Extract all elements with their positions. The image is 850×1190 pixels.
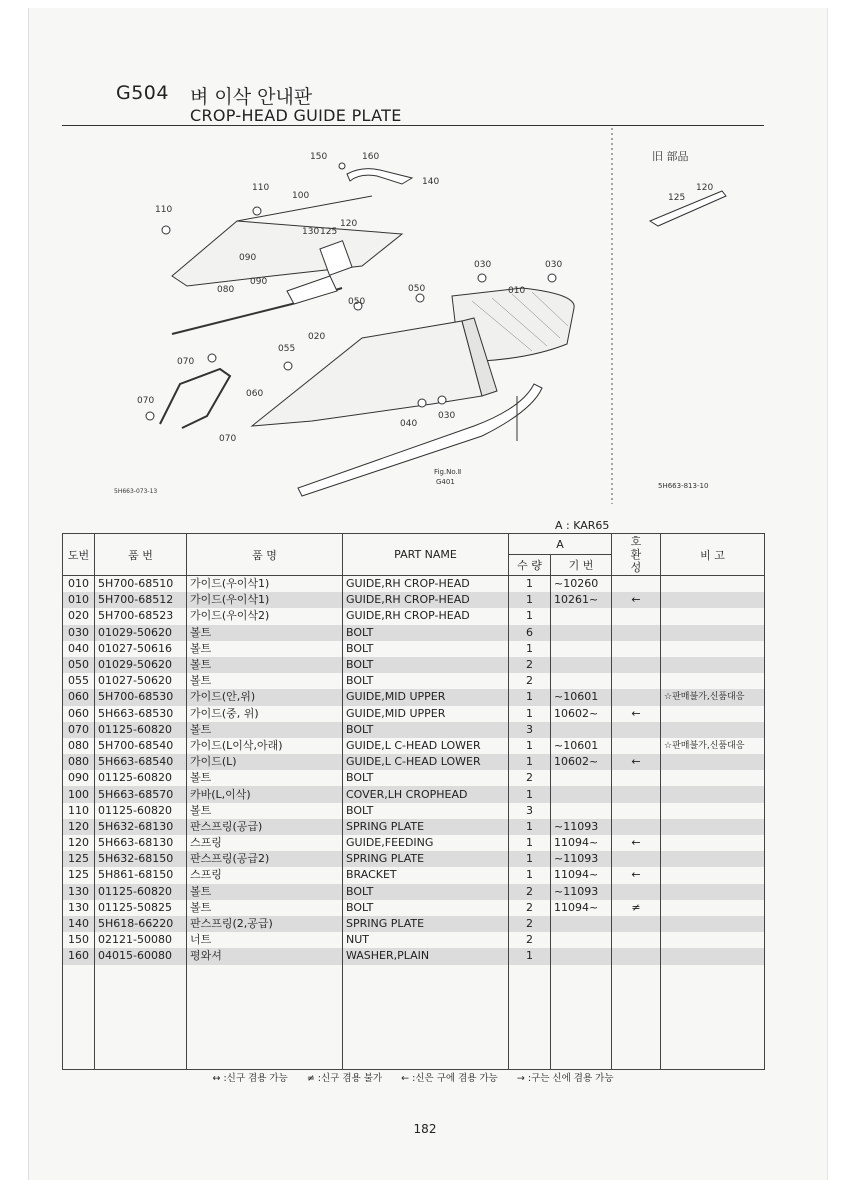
- cell-quantity: 1: [509, 592, 551, 608]
- cell-remark: [661, 948, 765, 964]
- drawing-code-right: 5H663-813-10: [658, 482, 709, 490]
- cell-remark: [661, 900, 765, 916]
- cell-name-korean: 볼트: [187, 625, 343, 641]
- table-row: [63, 819, 765, 835]
- cell-name-korean: 가이드(L이삭,아래): [187, 738, 343, 754]
- callout-125-old: 125: [668, 193, 686, 203]
- cell-quantity: 2: [509, 770, 551, 786]
- callout-050-a: 050: [348, 297, 366, 307]
- table-row: [63, 592, 765, 608]
- cell-serial-range: ~10601: [551, 689, 612, 705]
- cell-serial-range: ~11093: [551, 851, 612, 867]
- cell-part-name: GUIDE,L C-HEAD LOWER: [343, 754, 509, 770]
- header-ref-no: 도번: [63, 534, 95, 576]
- cell-interchange: [612, 722, 661, 738]
- cell-quantity: 1: [509, 948, 551, 964]
- cell-serial-range: ~11093: [551, 819, 612, 835]
- cell-quantity: 2: [509, 884, 551, 900]
- cell-part-number: 5H700-68523: [95, 608, 187, 624]
- cell-name-korean: 가이드(중, 위): [187, 706, 343, 722]
- header-model-a: A: [509, 534, 612, 555]
- cell-part-name: GUIDE,RH CROP-HEAD: [343, 576, 509, 593]
- cell-name-korean: 볼트: [187, 900, 343, 916]
- cell-name-korean: 볼트: [187, 722, 343, 738]
- table-row: [63, 803, 765, 819]
- cell-ref-no: 055: [63, 673, 95, 689]
- cell-part-name: GUIDE,MID UPPER: [343, 706, 509, 722]
- header-remark: 비 고: [661, 534, 765, 576]
- callout-070-c: 070: [219, 434, 237, 444]
- cell-ref-no: 010: [63, 576, 95, 593]
- cell-remark: ☆판매불가,신품대응: [661, 738, 765, 754]
- cell-part-number: 02121-50080: [95, 932, 187, 948]
- cell-interchange: [612, 738, 661, 754]
- cell-part-number: 01125-60820: [95, 803, 187, 819]
- cell-quantity: 1: [509, 576, 551, 593]
- header-name-korean: 품 명: [187, 534, 343, 576]
- table-row: [63, 900, 765, 916]
- cell-interchange: ←: [612, 592, 661, 608]
- callout-120: 120: [340, 219, 358, 229]
- cell-interchange: [612, 689, 661, 705]
- cell-remark: [661, 916, 765, 932]
- callout-120-old: 120: [696, 183, 714, 193]
- cell-serial-range: [551, 673, 612, 689]
- cell-interchange: ≠: [612, 900, 661, 916]
- cell-part-name: BOLT: [343, 657, 509, 673]
- cell-part-number: 5H632-68150: [95, 851, 187, 867]
- parts-table: [62, 533, 765, 1070]
- cell-ref-no: 100: [63, 786, 95, 802]
- cell-part-number: 01027-50620: [95, 673, 187, 689]
- cell-ref-no: 110: [63, 803, 95, 819]
- cell-remark: [661, 608, 765, 624]
- callout-100: 100: [292, 191, 310, 201]
- cell-part-name: NUT: [343, 932, 509, 948]
- cell-empty: [661, 965, 765, 1070]
- callout-160: 160: [362, 152, 380, 162]
- drawing-code-left: 5H663-073-13: [114, 488, 158, 495]
- cell-empty: [343, 965, 509, 1070]
- cell-part-number: 01125-60820: [95, 770, 187, 786]
- cell-part-number: 5H618-66220: [95, 916, 187, 932]
- table-row: [63, 722, 765, 738]
- callout-040: 040: [400, 419, 418, 429]
- callout-125: 125: [320, 227, 338, 237]
- callout-070-a: 070: [177, 357, 195, 367]
- cell-remark: [661, 819, 765, 835]
- cell-quantity: 1: [509, 835, 551, 851]
- cell-ref-no: 150: [63, 932, 95, 948]
- cell-interchange: [612, 576, 661, 593]
- cell-ref-no: 125: [63, 867, 95, 883]
- cell-remark: [661, 706, 765, 722]
- cell-remark: [661, 786, 765, 802]
- cell-ref-no: 060: [63, 706, 95, 722]
- table-row: [63, 657, 765, 673]
- table-row: [63, 673, 765, 689]
- callout-090-a: 090: [239, 253, 257, 263]
- callout-110-b: 110: [155, 205, 173, 215]
- cell-part-name: BOLT: [343, 641, 509, 657]
- table-row: [63, 835, 765, 851]
- cell-empty: [63, 965, 95, 1070]
- cell-quantity: 2: [509, 657, 551, 673]
- cell-ref-no: 140: [63, 916, 95, 932]
- cell-part-number: 5H700-68512: [95, 592, 187, 608]
- callout-090-b: 090: [250, 277, 268, 287]
- cell-name-korean: 가이드(우이삭1): [187, 576, 343, 593]
- callout-030-a: 030: [474, 260, 492, 270]
- cell-quantity: 2: [509, 900, 551, 916]
- interchange-legend: [62, 1070, 764, 1084]
- cell-interchange: [612, 608, 661, 624]
- callout-130: 130: [302, 227, 320, 237]
- cell-remark: [661, 673, 765, 689]
- cell-empty: [612, 965, 661, 1070]
- cell-part-number: 5H632-68130: [95, 819, 187, 835]
- cell-quantity: 1: [509, 867, 551, 883]
- cell-part-name: GUIDE,L C-HEAD LOWER: [343, 738, 509, 754]
- cell-ref-no: 120: [63, 819, 95, 835]
- cell-name-korean: 볼트: [187, 803, 343, 819]
- cell-empty: [95, 965, 187, 1070]
- table-row: [63, 932, 765, 948]
- cell-interchange: [612, 641, 661, 657]
- cell-quantity: 1: [509, 738, 551, 754]
- cell-name-korean: 볼트: [187, 770, 343, 786]
- cell-serial-range: [551, 770, 612, 786]
- table-row: [63, 608, 765, 624]
- parts-illustration: [62, 126, 764, 506]
- cell-ref-no: 125: [63, 851, 95, 867]
- cell-remark: [661, 754, 765, 770]
- cell-part-name: GUIDE,RH CROP-HEAD: [343, 608, 509, 624]
- table-row: [63, 625, 765, 641]
- cell-empty: [551, 965, 612, 1070]
- page-title-korean: 벼 이삭 안내판: [190, 86, 313, 108]
- cell-interchange: [612, 884, 661, 900]
- legend-old-to-new: → :구는 신에 겸용 가능: [516, 1073, 614, 1084]
- fig-reference: G401: [436, 478, 455, 486]
- cell-quantity: 1: [509, 851, 551, 867]
- header-part-name: PART NAME: [343, 534, 509, 576]
- cell-serial-range: 10602~: [551, 754, 612, 770]
- cell-serial-range: [551, 916, 612, 932]
- cell-part-name: SPRING PLATE: [343, 916, 509, 932]
- cell-serial-range: ~11093: [551, 884, 612, 900]
- cell-ref-no: 120: [63, 835, 95, 851]
- header-quantity: 수 량: [509, 555, 551, 576]
- cell-quantity: 3: [509, 803, 551, 819]
- cell-quantity: 3: [509, 722, 551, 738]
- callout-060: 060: [246, 389, 264, 399]
- cell-ref-no: 040: [63, 641, 95, 657]
- cell-remark: [661, 657, 765, 673]
- cell-part-name: BRACKET: [343, 867, 509, 883]
- cell-interchange: [612, 770, 661, 786]
- table-row: [63, 884, 765, 900]
- cell-part-name: WASHER,PLAIN: [343, 948, 509, 964]
- cell-remark: ☆판매불가,신품대응: [661, 689, 765, 705]
- legend-both: ↔ :신구 겸용 가능: [212, 1073, 288, 1084]
- cell-serial-range: [551, 722, 612, 738]
- cell-name-korean: 스프링: [187, 867, 343, 883]
- cell-interchange: [612, 657, 661, 673]
- section-code: G504: [116, 82, 169, 104]
- legend-none: ≠ :신구 겸용 불가: [306, 1073, 383, 1084]
- cell-interchange: [612, 673, 661, 689]
- cell-empty: [509, 965, 551, 1070]
- cell-part-number: 01125-60820: [95, 722, 187, 738]
- cell-quantity: 1: [509, 706, 551, 722]
- callout-055: 055: [278, 344, 296, 354]
- cell-part-name: SPRING PLATE: [343, 851, 509, 867]
- legend-new-to-old: ← :신은 구에 겸용 가능: [401, 1073, 498, 1084]
- cell-name-korean: 볼트: [187, 641, 343, 657]
- table-row: [63, 641, 765, 657]
- callout-050-b: 050: [408, 284, 426, 294]
- cell-part-number: 04015-60080: [95, 948, 187, 964]
- cell-interchange: ←: [612, 835, 661, 851]
- cell-interchange: [612, 625, 661, 641]
- cell-serial-range: [551, 641, 612, 657]
- cell-name-korean: 가이드(우이삭2): [187, 608, 343, 624]
- callout-020: 020: [308, 332, 326, 342]
- cell-name-korean: 가이드(우이삭1): [187, 592, 343, 608]
- table-row: [63, 576, 765, 593]
- cell-part-number: 5H700-68530: [95, 689, 187, 705]
- cell-interchange: [612, 916, 661, 932]
- cell-quantity: 2: [509, 673, 551, 689]
- cell-interchange: ←: [612, 754, 661, 770]
- model-note: A : KAR65: [555, 519, 610, 532]
- cell-part-name: GUIDE,MID UPPER: [343, 689, 509, 705]
- cell-quantity: 2: [509, 916, 551, 932]
- cell-part-name: BOLT: [343, 803, 509, 819]
- cell-part-name: BOLT: [343, 722, 509, 738]
- cell-serial-range: ~10601: [551, 738, 612, 754]
- cell-serial-range: 10602~: [551, 706, 612, 722]
- cell-ref-no: 070: [63, 722, 95, 738]
- cell-part-name: BOLT: [343, 625, 509, 641]
- cell-remark: [661, 932, 765, 948]
- cell-remark: [661, 867, 765, 883]
- cell-quantity: 2: [509, 932, 551, 948]
- cell-remark: [661, 576, 765, 593]
- cell-name-korean: 가이드(L): [187, 754, 343, 770]
- table-row: [63, 706, 765, 722]
- callout-150: 150: [310, 152, 328, 162]
- callout-030-b: 030: [545, 260, 563, 270]
- page-number: 182: [413, 1122, 437, 1136]
- cell-part-name: BOLT: [343, 900, 509, 916]
- callout-070-b: 070: [137, 396, 155, 406]
- cell-part-number: 5H663-68540: [95, 754, 187, 770]
- cell-empty: [187, 965, 343, 1070]
- cell-name-korean: 볼트: [187, 657, 343, 673]
- cell-remark: [661, 803, 765, 819]
- cell-serial-range: [551, 786, 612, 802]
- cell-part-name: BOLT: [343, 770, 509, 786]
- table-blank-rows: [63, 965, 765, 1070]
- cell-serial-range: 11094~: [551, 835, 612, 851]
- cell-name-korean: 볼트: [187, 673, 343, 689]
- cell-ref-no: 080: [63, 754, 95, 770]
- cell-part-number: 01125-60820: [95, 884, 187, 900]
- cell-remark: [661, 835, 765, 851]
- cell-part-name: COVER,LH CROPHEAD: [343, 786, 509, 802]
- cell-ref-no: 010: [63, 592, 95, 608]
- header-serial: 기 번: [551, 555, 612, 576]
- cell-ref-no: 130: [63, 900, 95, 916]
- table-row: [63, 689, 765, 705]
- callout-110-a: 110: [252, 183, 270, 193]
- table-row: [63, 851, 765, 867]
- cell-quantity: 1: [509, 754, 551, 770]
- cell-ref-no: 060: [63, 689, 95, 705]
- cell-interchange: [612, 819, 661, 835]
- cell-ref-no: 050: [63, 657, 95, 673]
- cell-part-name: GUIDE,RH CROP-HEAD: [343, 592, 509, 608]
- cell-ref-no: 030: [63, 625, 95, 641]
- cell-ref-no: 020: [63, 608, 95, 624]
- table-row: [63, 754, 765, 770]
- cell-part-number: 5H663-68530: [95, 706, 187, 722]
- cell-remark: [661, 625, 765, 641]
- cell-part-number: 01029-50620: [95, 625, 187, 641]
- cell-name-korean: 카바(L,이삭): [187, 786, 343, 802]
- cell-part-number: 5H663-68130: [95, 835, 187, 851]
- callout-140: 140: [422, 177, 440, 187]
- cell-name-korean: 스프링: [187, 835, 343, 851]
- cell-serial-range: [551, 803, 612, 819]
- page-title-english: CROP-HEAD GUIDE PLATE: [190, 106, 402, 125]
- table-row: [63, 916, 765, 932]
- cell-quantity: 1: [509, 641, 551, 657]
- cell-part-number: 01029-50620: [95, 657, 187, 673]
- cell-remark: [661, 641, 765, 657]
- callout-080: 080: [217, 285, 235, 295]
- cell-part-number: 5H663-68570: [95, 786, 187, 802]
- cell-serial-range: 11094~: [551, 900, 612, 916]
- cell-name-korean: 볼트: [187, 884, 343, 900]
- cell-quantity: 1: [509, 608, 551, 624]
- cell-interchange: ←: [612, 867, 661, 883]
- cell-quantity: 1: [509, 819, 551, 835]
- cell-quantity: 1: [509, 786, 551, 802]
- cell-interchange: ←: [612, 706, 661, 722]
- table-row: [63, 867, 765, 883]
- cell-remark: [661, 851, 765, 867]
- cell-quantity: 6: [509, 625, 551, 641]
- cell-quantity: 1: [509, 689, 551, 705]
- header-interchangeability: 호 환 성: [612, 534, 661, 576]
- cell-interchange: [612, 803, 661, 819]
- cell-name-korean: 판스프링(2,공급): [187, 916, 343, 932]
- cell-serial-range: [551, 657, 612, 673]
- cell-part-number: 5H700-68540: [95, 738, 187, 754]
- cell-interchange: [612, 851, 661, 867]
- cell-part-number: 01125-50825: [95, 900, 187, 916]
- table-row: [63, 738, 765, 754]
- cell-ref-no: 160: [63, 948, 95, 964]
- table-row: [63, 948, 765, 964]
- cell-name-korean: 판스프링(공급2): [187, 851, 343, 867]
- old-parts-label: 旧 部品: [652, 150, 689, 163]
- cell-serial-range: [551, 932, 612, 948]
- table-row: [63, 770, 765, 786]
- cell-ref-no: 130: [63, 884, 95, 900]
- cell-name-korean: 판스프링(공급): [187, 819, 343, 835]
- cell-serial-range: 11094~: [551, 867, 612, 883]
- cell-part-name: GUIDE,FEEDING: [343, 835, 509, 851]
- exploded-parts-diagram: [62, 126, 764, 506]
- cell-interchange: [612, 786, 661, 802]
- cell-interchange: [612, 932, 661, 948]
- cell-serial-range: [551, 625, 612, 641]
- cell-remark: [661, 884, 765, 900]
- callout-030-c: 030: [438, 411, 456, 421]
- cell-serial-range: [551, 608, 612, 624]
- header-part-number: 품 번: [95, 534, 187, 576]
- table-row: [63, 786, 765, 802]
- fig-number: Fig.No.Ⅱ: [434, 468, 462, 476]
- cell-part-name: SPRING PLATE: [343, 819, 509, 835]
- cell-part-name: BOLT: [343, 673, 509, 689]
- cell-remark: [661, 770, 765, 786]
- cell-name-korean: 가이드(안,위): [187, 689, 343, 705]
- cell-name-korean: 평와셔: [187, 948, 343, 964]
- cell-remark: [661, 592, 765, 608]
- cell-part-number: 01027-50616: [95, 641, 187, 657]
- cell-remark: [661, 722, 765, 738]
- cell-ref-no: 090: [63, 770, 95, 786]
- cell-serial-range: ~10260: [551, 576, 612, 593]
- callout-010: 010: [508, 286, 526, 296]
- cell-part-number: 5H700-68510: [95, 576, 187, 593]
- cell-serial-range: [551, 948, 612, 964]
- cell-ref-no: 080: [63, 738, 95, 754]
- cell-interchange: [612, 948, 661, 964]
- cell-part-number: 5H861-68150: [95, 867, 187, 883]
- cell-name-korean: 너트: [187, 932, 343, 948]
- cell-part-name: BOLT: [343, 884, 509, 900]
- cell-serial-range: 10261~: [551, 592, 612, 608]
